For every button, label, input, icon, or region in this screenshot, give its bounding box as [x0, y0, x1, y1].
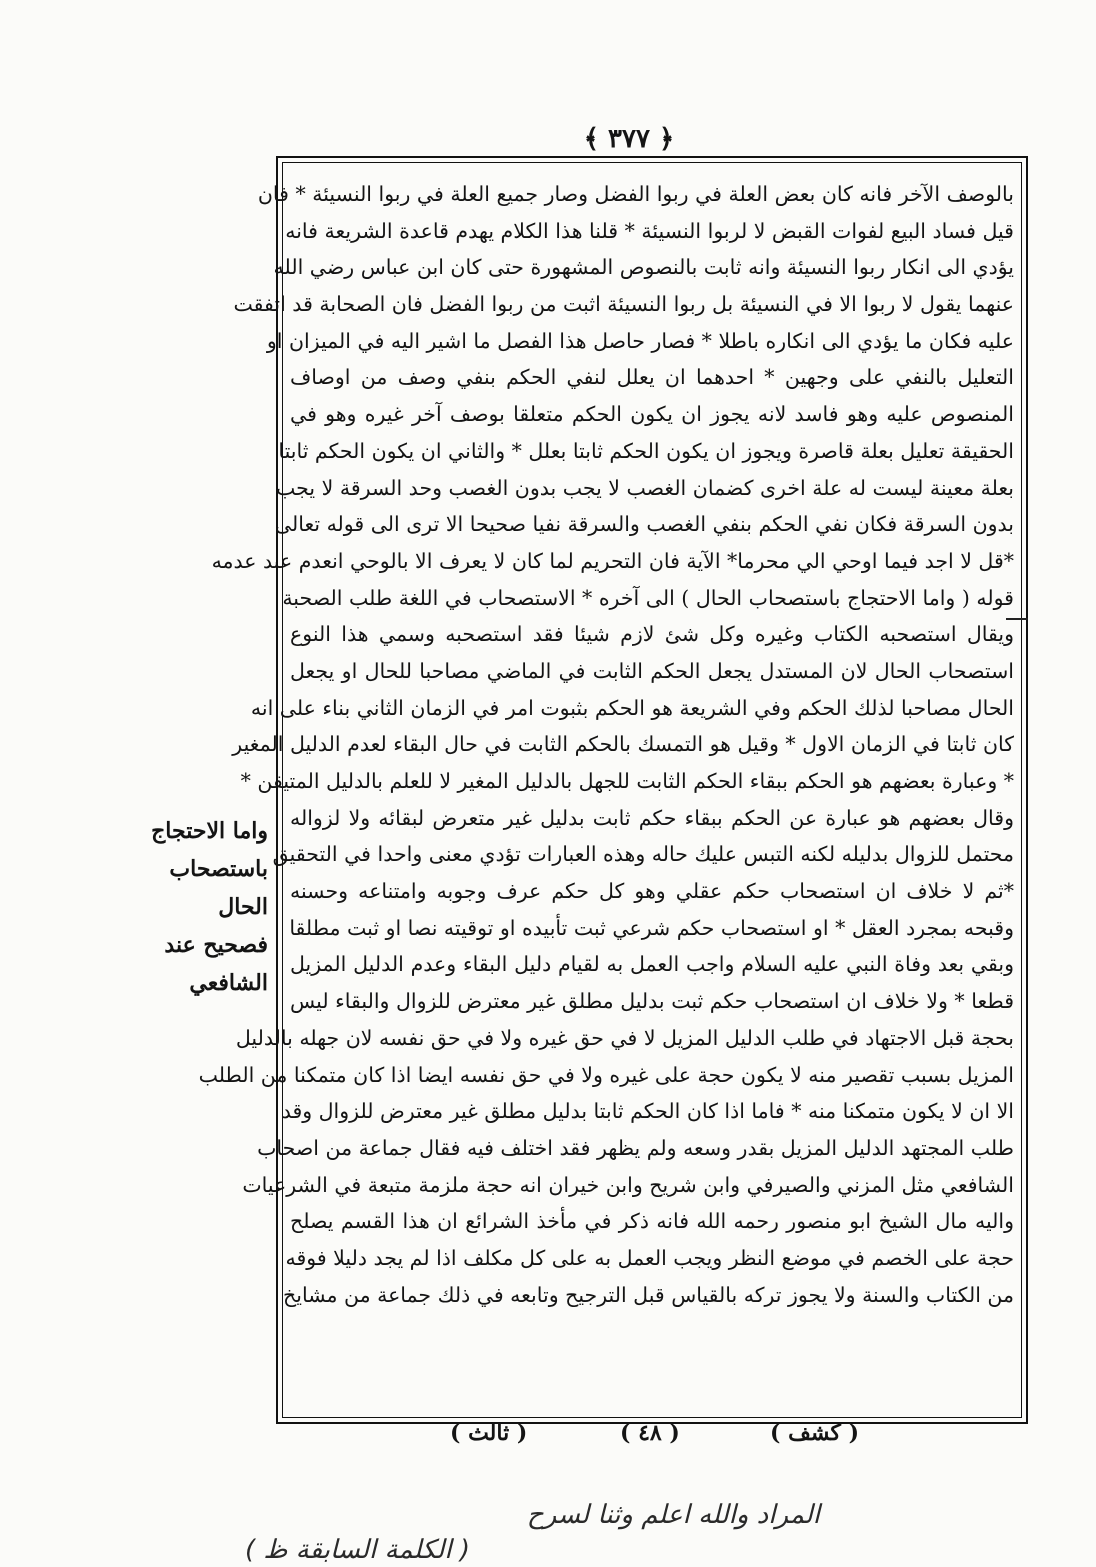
text-line: طلب المجتهد الدليل المزيل بقدر وسعه ولم يظهر فقد اختلف فيه فقال جماعة من اصحاب [257, 1135, 1014, 1160]
margin-note-line: واما الاحتجاج [151, 818, 268, 844]
text-line: يؤدي الى انكار ربوا النسيئة وانه ثابت بالنصوص المشهورة حتى كان ابن عباس رضي الله [273, 255, 1014, 280]
page-number: ﴿ ٣٧٧ ﴾ [583, 124, 675, 154]
text-line: *ثم لا خلاف ان استصحاب حكم عقلي وهو كل حكم عرف وجوبه وامتناعه وحسنه [290, 879, 1014, 904]
text-line: الحقيقة تعليل بعلة قاصرة ويجوز ان يكون الحكم ثابتا بعلل * والثاني ان يكون الحكم ثابتا [278, 438, 1014, 463]
footer-kashf: ( كشف ) [770, 1420, 860, 1446]
text-line: حجة على الخصم في موضع النظر ويجب العمل به على كل مكلف اذا لم يجد دليلا فوقه [285, 1245, 1014, 1270]
text-line: الحال مصاحبا لذلك الحكم وفي الشريعة هو الحكم بثبوت امر في الزمان الثاني بناء على انه [250, 695, 1014, 720]
text-line: بدون السرقة فكان نفي الحكم بنفي الغصب والسرقة نفيا صحيحا الا ترى الى قوله تعالى [274, 512, 1014, 537]
text-line: قوله ( واما الاحتجاج باستصحاب الحال ) الى آخره * الاستصحاب في اللغة طلب الصحبة [282, 585, 1014, 610]
text-line: ويقال استصحبه الكتاب وغيره وكل شئ لازم شيئا فقد استصحبه وسمي هذا النوع [290, 622, 1014, 647]
text-line: التعليل بالنفي على وجهين * احدهما ان يعلل لنفي الحكم بنفي وصف من اوصاف [290, 365, 1014, 390]
text-line: عنهما يقول لا ربوا الا في النسيئة بل ربوا النسيئة اثبت من ربوا الفضل فان الصحابة قد اتفقت [233, 292, 1014, 317]
text-line: وبقي بعد وفاة النبي عليه السلام واجب العمل به لقيام دليل البقاء وعدم الدليل المزيل [290, 952, 1014, 977]
text-line: المزيل بسبب تقصير منه لا يكون حجة على غيره ولا في حق نفسه ايضا اذا كان متمكنا من الطلب [198, 1062, 1014, 1087]
handwritten-note-2: ( الكلمة السابقة ظ ) [244, 1535, 470, 1565]
text-line: واليه مال الشيخ ابو منصور رحمه الله فانه ذكر في مأخذ الشرائع ان هذا القسم يصلح [290, 1209, 1014, 1234]
handwritten-note-1: المراد والله اعلم وثنا لسرح [526, 1500, 820, 1530]
footer-sheet-number: ( ٤٨ ) [620, 1420, 680, 1446]
footer [430, 1420, 890, 1456]
text-line: استصحاب الحال لان المستدل يجعل الحكم الثابت في الماضي مصاحبا للحال او يجعل [290, 658, 1014, 683]
margin-note-line: فصحيح عند الشافعي [164, 932, 268, 996]
margin-note [118, 812, 268, 1002]
text-line: بالوصف الآخر فانه كان بعض العلة في ربوا الفضل وصار جميع العلة في ربوا النسيئة * فان [257, 182, 1014, 206]
text-line: بحجة قبل الاجتهاد في طلب الدليل المزيل لا في حق غيره ولا في حق نفسه لان جهله بالدليل [235, 1025, 1014, 1050]
margin-note-line: باستصحاب الحال [169, 856, 268, 920]
text-line: وقبحه بمجرد العقل * او استصحاب حكم شرعي ثبت تأبيده او توقيته نصا او ثبت مطلقا [289, 915, 1014, 940]
text-line: المنصوص عليه وهو فاسد لانه يجوز ان يكون الحكم متعلقا بوصف آخر غيره وهو في [290, 402, 1014, 427]
text-line: من الكتاب والسنة ولا يجوز تركه بالقياس قبل الترجيح وتابعه في ذلك جماعة من مشايخ [283, 1282, 1014, 1307]
text-line: *قل لا اجد فيما اوحي الي محرما* الآية فان التحريم لما كان لا يعرف الا بالوحي انعدم عند عدمه [211, 548, 1014, 573]
text-line: وقال بعضهم هو عبارة عن الحكم ببقاء حكم ثابت بدليل غير متعرض لبقائه ولا لزواله [290, 805, 1014, 830]
text-line: * وعبارة بعضهم هو الحكم ببقاء الحكم الثابت للجهل بالدليل المغير لا للعلم بالدليل المتيقن * [240, 769, 1014, 793]
text-line: الشافعي مثل المزني والصيرفي وابن شريح وابن خيران انه حجة ملزمة متبعة في الشرعيات [242, 1172, 1014, 1197]
footer-volume: ( ثالث ) [450, 1420, 528, 1446]
text-line: قيل فساد البيع لفوات القبض لا لربوا النسيئة * قلنا هذا الكلام يهدم قاعدة الشريعة فانه [285, 218, 1014, 243]
text-line: قطعا * ولا خلاف ان استصحاب حكم ثبت بدليل مطلق غير معترض للزوال والبقاء ليس [290, 989, 1014, 1014]
text-line: عليه فكان ما يؤدي الى انكاره باطلا * فصار حاصل هذا الفصل ما اشير اليه في الميزان او [266, 328, 1014, 353]
text-line: الا ان لا يكون متمكنا منه * فاما اذا كان الحكم ثابتا بدليل مطلق غير معترض للزوال وقد [281, 1099, 1014, 1124]
text-line: بعلة معينة ليست له علة اخرى كضمان الغصب لا يجب بدون الغصب وحد السرقة لا يجب [276, 475, 1014, 500]
text-line: كان ثابتا في الزمان الاول * وقيل هو التمسك بالحكم الثابت في حال البقاء لعدم الدليل المغير [232, 732, 1014, 757]
text-line: محتمل للزوال بدليله لكنه التبس عليك حاله وهذه العبارات تؤدي معنى واحدا في التحقيق [272, 842, 1014, 867]
margin-mark [1006, 618, 1028, 620]
